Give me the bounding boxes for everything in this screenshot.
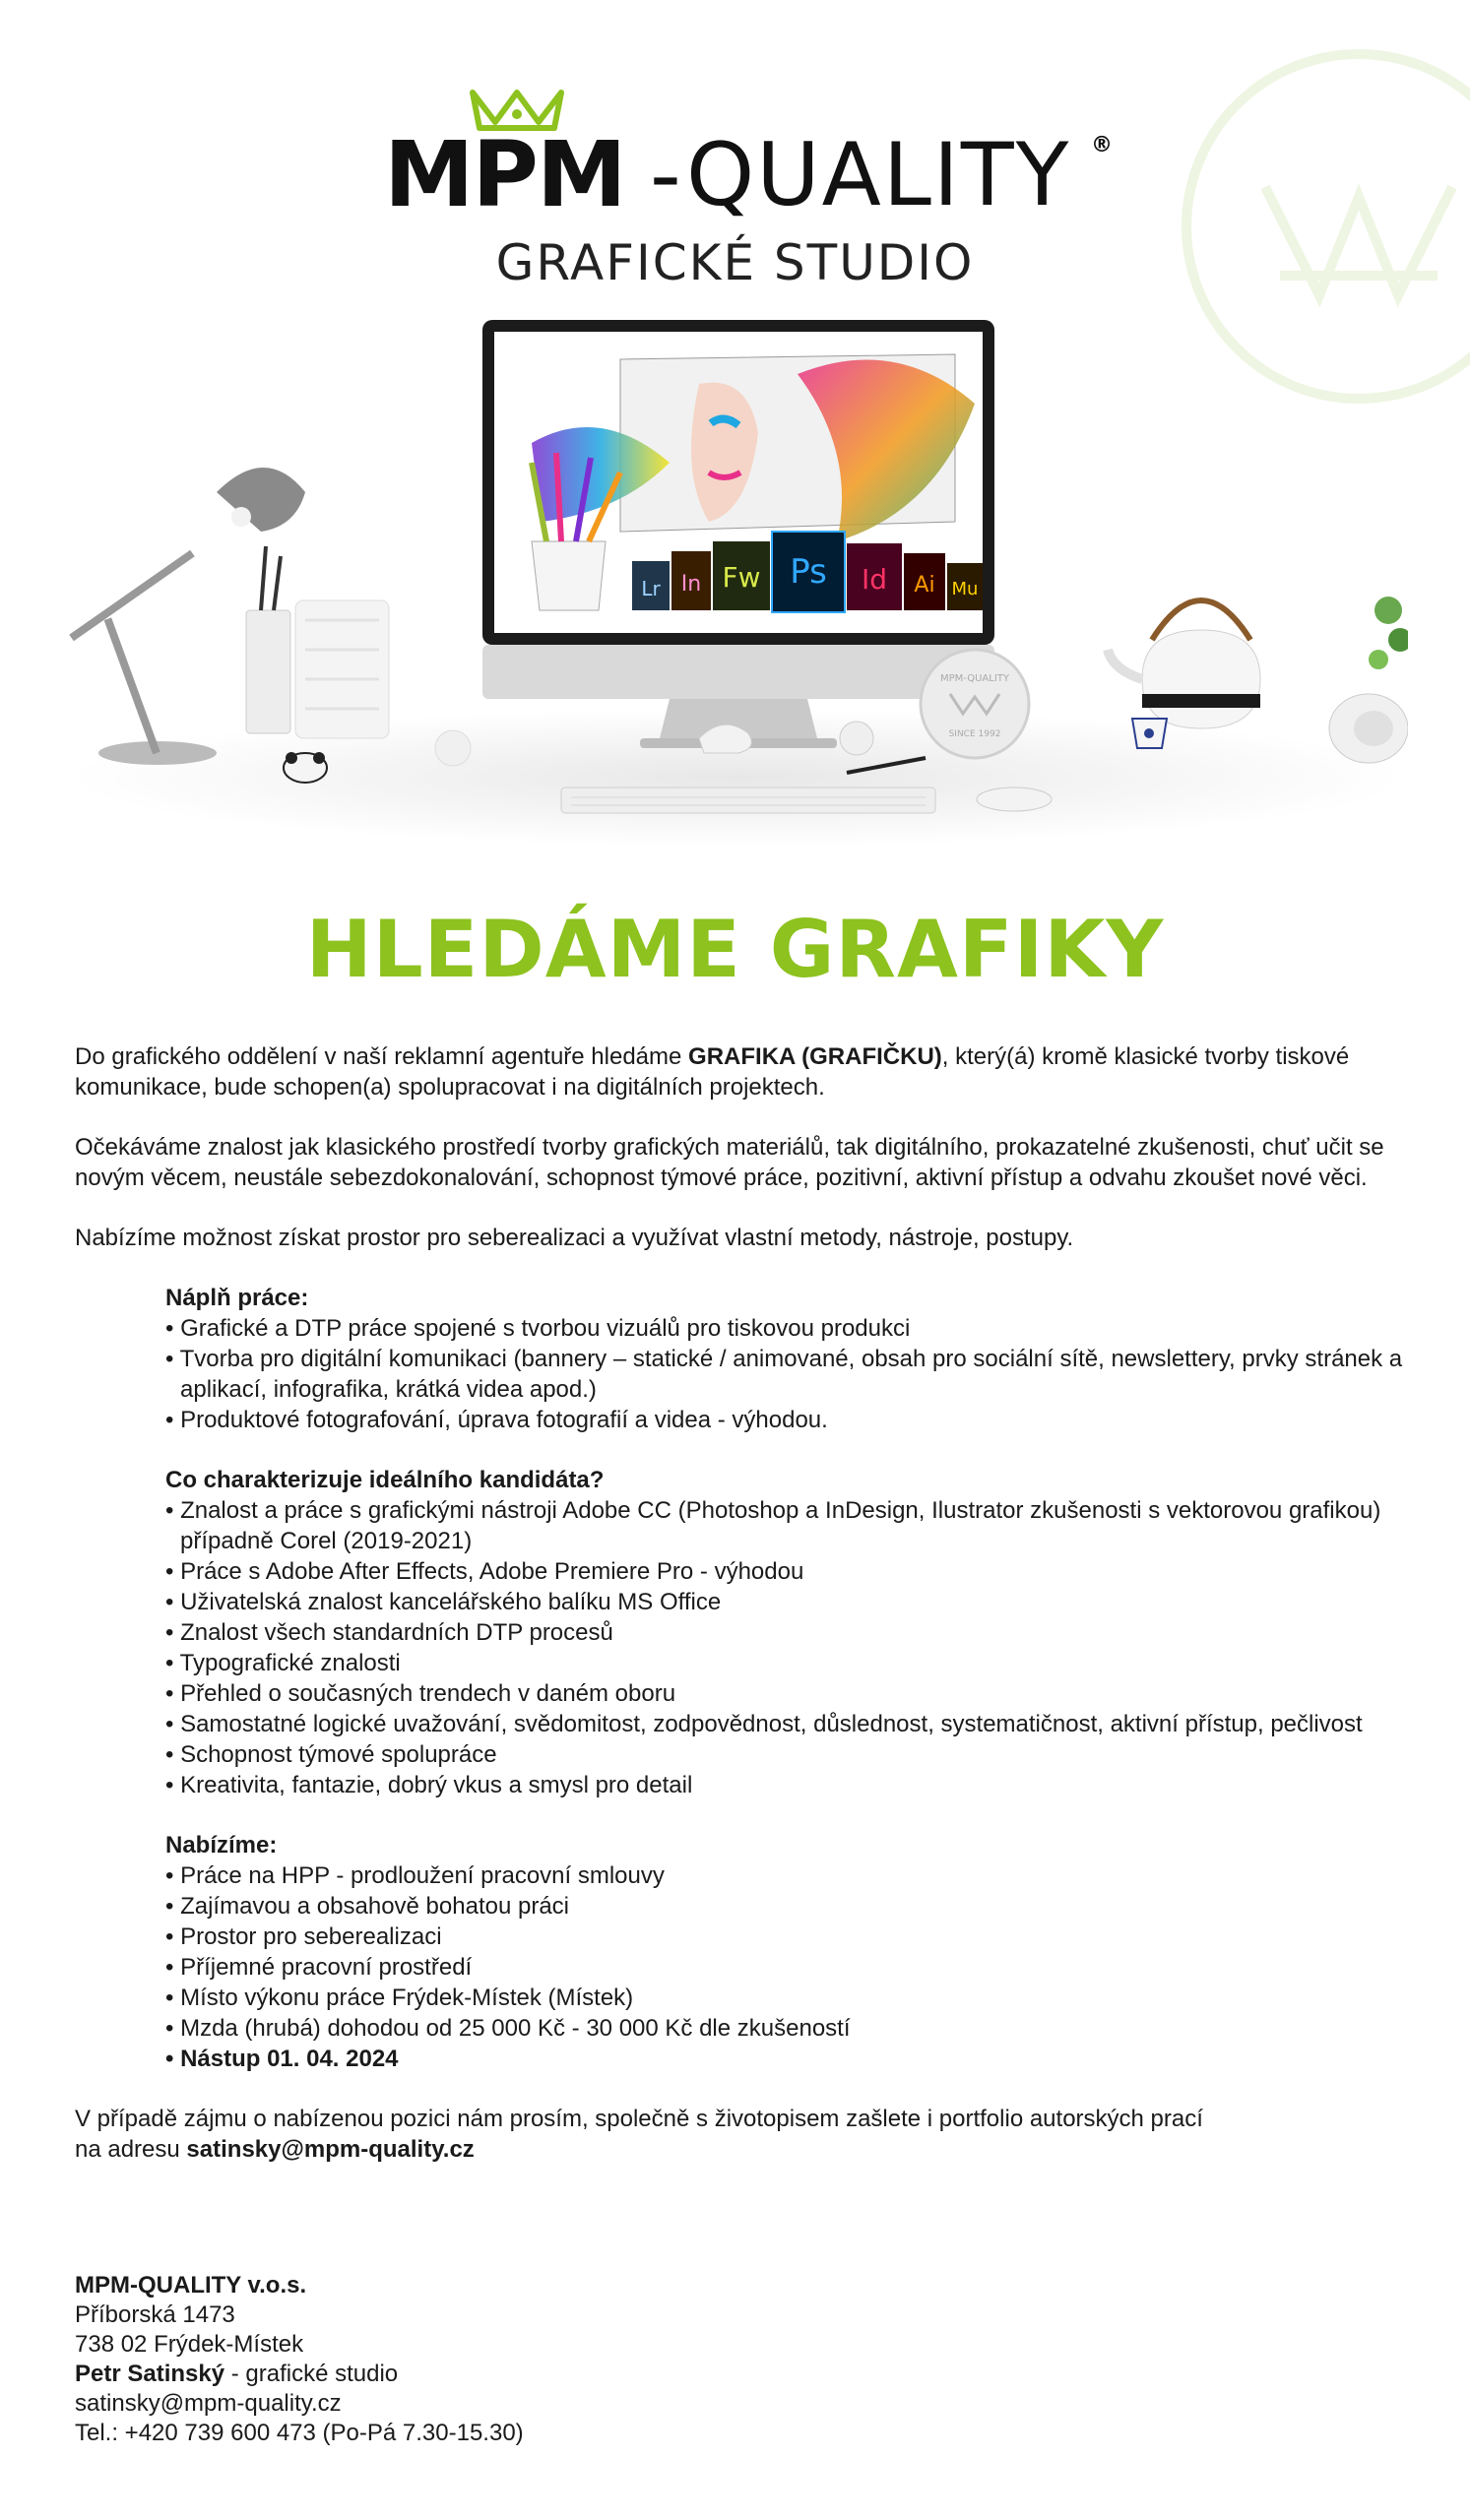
teapot <box>1108 600 1260 728</box>
pencil-cup <box>246 546 290 733</box>
hero-illustration <box>69 315 1408 866</box>
headline: HLEDÁME GRAFIKY <box>305 904 1165 995</box>
company-city: 738 02 Frýdek-Místek <box>75 2331 304 2358</box>
logo-subtitle: GRAFICKÉ STUDIO <box>495 234 975 291</box>
section-napln <box>75 1283 1414 2074</box>
logo-mpm: MPM <box>384 122 625 227</box>
badge-lr: Lr <box>641 577 661 600</box>
list-item: • Grafické a DTP práce spojené s tvorbou vizuálů pro tiskovou produkci <box>165 1315 911 1342</box>
crumpled-paper <box>840 722 873 755</box>
list-item: • Přehled o současných trendech v daném oboru <box>165 1680 676 1707</box>
plant <box>1369 597 1408 669</box>
list-item: • Produktové fotografování, úprava fotografií a videa - výhodou. <box>165 1407 828 1433</box>
section-nabizime-title: Nabízíme: <box>165 1832 278 1858</box>
list-item: • Kreativita, fantazie, dobrý vkus a smysl pro detail <box>165 1772 693 1798</box>
list-item: • Samostatné logické uvažování, svědomitost, zodpovědnost, důslednost, systematičnost, aktivní přístup, pečlivost <box>165 1711 1363 1737</box>
list-item: • Práce s Adobe After Effects, Adobe Premiere Pro - výhodou <box>165 1558 804 1585</box>
white-vase <box>295 600 389 738</box>
badge-id: Id <box>861 563 888 596</box>
badge-mu: Mu <box>951 579 979 599</box>
badge-ai: Ai <box>914 573 935 598</box>
intro-paragraph-2: Očekáváme znalost jak klasického prostředí tvorby grafických materiálů, tak digitálního, prokazatelné zkušenosti, chuť učit se novým věcem, neustále sebezdokonalování, schopnost týmové práce, pozitivní, aktivní přístup a odvahu zkoušet nové věci. <box>75 1134 1384 1191</box>
list-item: • Uživatelská znalost kancelářského balíku MS Office <box>165 1589 722 1615</box>
closing-line-2: na adresu satinsky@mpm-quality.cz <box>75 2136 475 2163</box>
logo-wordmark <box>384 123 1132 226</box>
badge-fw: Fw <box>722 561 761 594</box>
start-date: • Nástup 01. 04. 2024 <box>165 2046 399 2072</box>
list-item: • Znalost všech standardních DTP procesů <box>165 1619 613 1646</box>
list-item: • Zajímavou a obsahově bohatou práci <box>165 1893 569 1920</box>
section-kandidat-title: Co charakterizuje ideálního kandidáta? <box>165 1467 605 1493</box>
list-item: • Typografické znalosti <box>165 1650 401 1676</box>
application-email-link[interactable]: satinsky@mpm-quality.cz <box>186 2136 475 2163</box>
contact-phone: Tel.: +420 739 600 473 (Po-Pá 7.30-15.30) <box>75 2420 524 2446</box>
paper-ball <box>435 730 471 766</box>
stamp-top-text: MPM-QUALITY <box>939 673 1010 684</box>
company-name: MPM-QUALITY v.o.s. <box>75 2272 307 2299</box>
list-item: • Znalost a práce s grafickými nástroji Adobe CC (Photoshop a InDesign, Ilustrator zkušenosti s vektorovou grafikou) případně Corel (2019-2021) <box>165 1497 1381 1554</box>
quality-stamp <box>921 650 1029 758</box>
stamp-bottom-text: SINCE 1992 <box>948 729 1001 739</box>
registered-mark: ® <box>1091 133 1113 158</box>
list-item: • Schopnost týmové spolupráce <box>165 1741 497 1768</box>
list-item: • Práce na HPP - prodloužení pracovní smlouvy <box>165 1862 665 1889</box>
mouse <box>977 788 1052 811</box>
list-item: • Tvorba pro digitální komunikaci (bannery – statické / animované, obsah pro sociální sítě, newslettery, prvky stránek a aplikací, infografika, krátká videa apod.) <box>165 1346 1403 1403</box>
job-description <box>75 1041 1414 2165</box>
keyboard <box>561 788 935 813</box>
list-item: • Místo výkonu práce Frýdek-Místek (Místek) <box>165 1984 634 2011</box>
company-street: Příborská 1473 <box>75 2301 235 2328</box>
cup <box>1132 719 1167 748</box>
logo-quality: -QUALITY <box>650 124 1071 225</box>
badge-ps: Ps <box>790 552 827 592</box>
headphones <box>1329 694 1408 763</box>
section-napln-title: Náplň práce: <box>165 1285 309 1311</box>
list-item: • Příjemné pracovní prostředí <box>165 1954 473 1981</box>
contact-email-link[interactable]: satinsky@mpm-quality.cz <box>75 2390 342 2417</box>
panda-figurine <box>284 752 327 783</box>
contact-block <box>75 2271 764 2448</box>
contact-person: Petr Satinský - grafické studio <box>75 2361 399 2387</box>
badge-in: In <box>680 572 702 597</box>
intro-paragraph-1: Do grafického oddělení v naší reklamní agentuře hledáme GRAFIKA (GRAFIČKU), který(á) kromě klasické tvorby tiskové komunikace, bude schopen(a) spolupracovat i na digitálních projektech. <box>75 1043 1350 1101</box>
closing-line-1: V případě zájmu o nabízenou pozici nám prosím, společně s životopisem zašlete i portfolio autorských prací <box>75 2106 1203 2132</box>
intro-paragraph-3: Nabízíme možnost získat prostor pro seberealizaci a využívat vlastní metody, nástroje, postupy. <box>75 1225 1074 1251</box>
list-item: • Mzda (hrubá) dohodou od 25 000 Kč - 30 000 Kč dle zkušeností <box>165 2015 851 2042</box>
position-title: GRAFIKA (GRAFIČKU) <box>688 1043 942 1070</box>
list-item: • Prostor pro seberealizaci <box>165 1923 442 1950</box>
